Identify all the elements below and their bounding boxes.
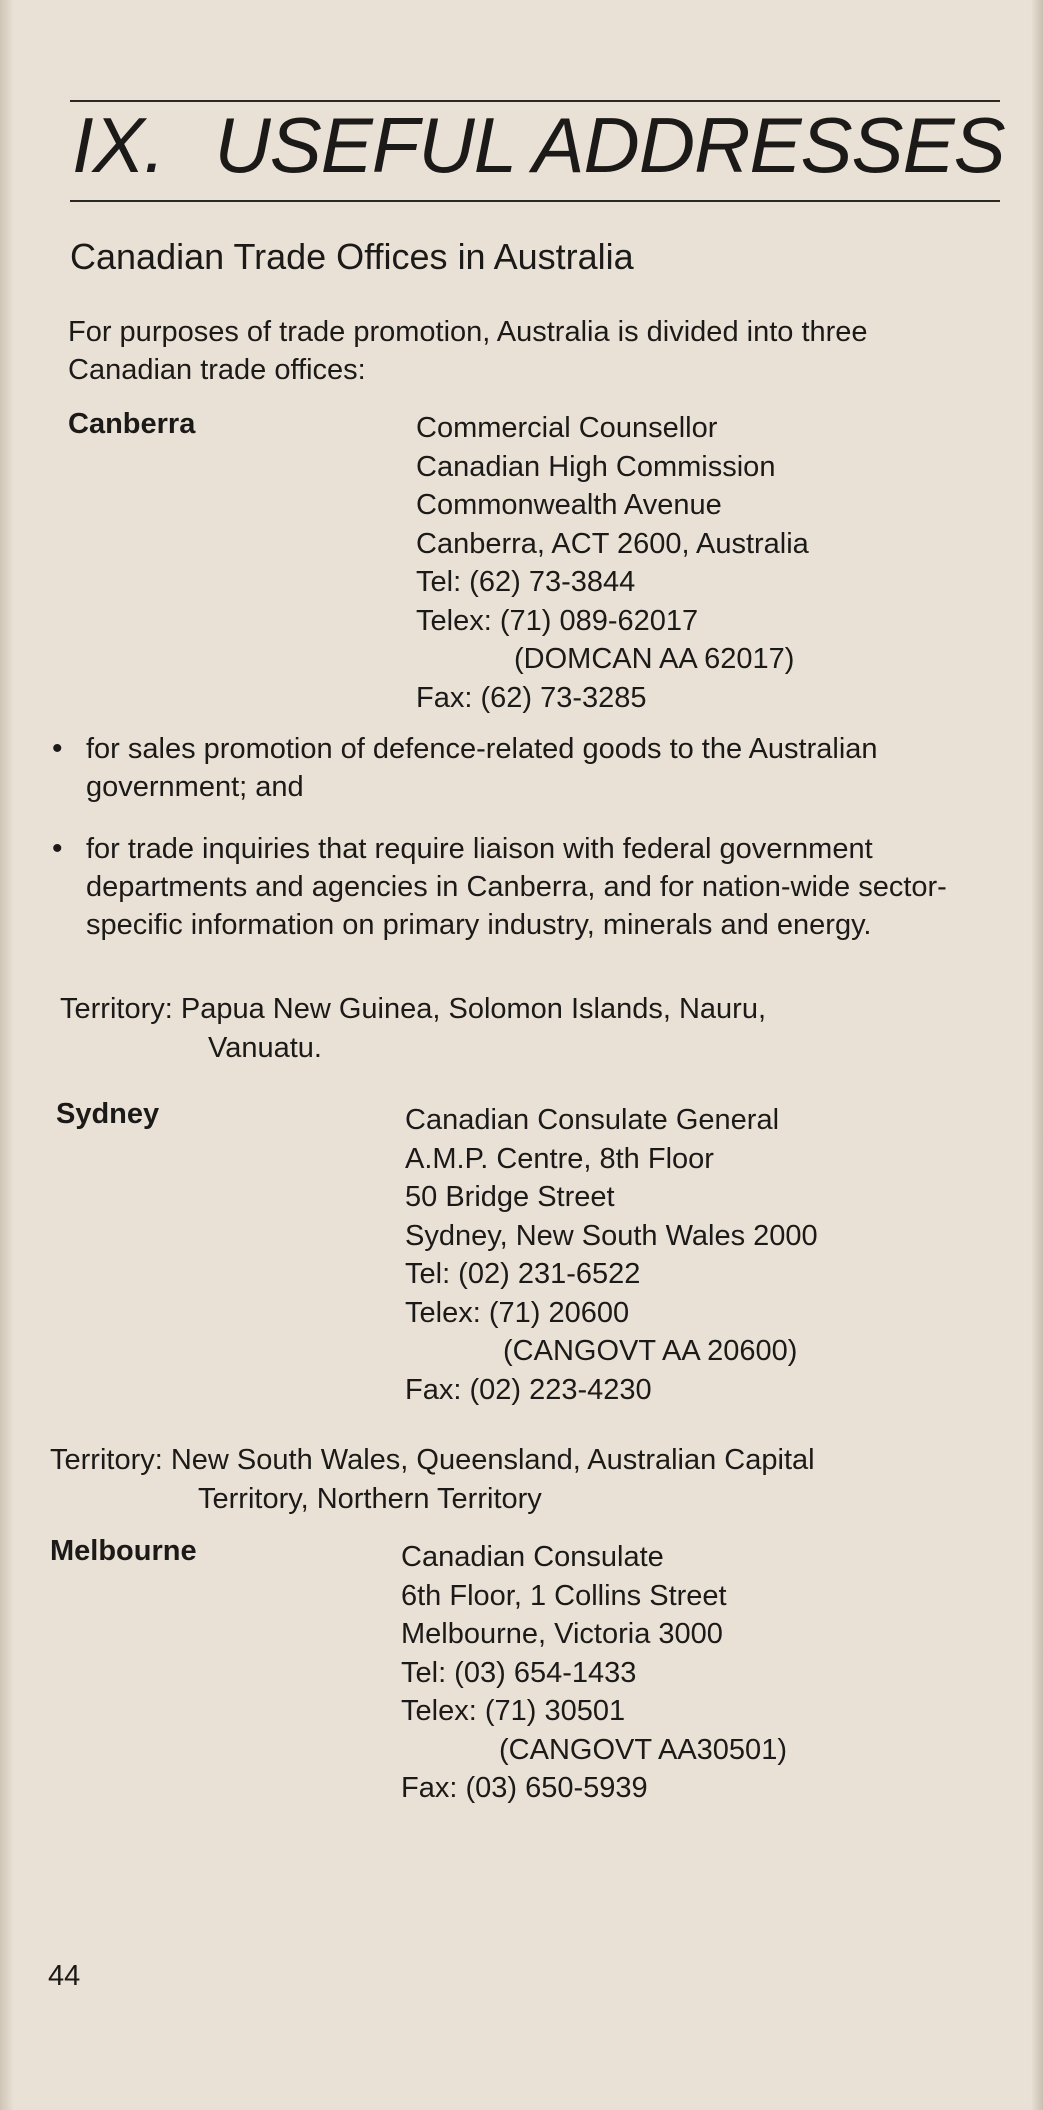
address-block-sydney	[405, 1101, 818, 1409]
telex-code-line: (DOMCAN AA 62017)	[514, 643, 795, 675]
chapter-number: IX.	[72, 101, 165, 189]
fax-line: Fax: (02) 223-4230	[405, 1373, 652, 1406]
territory-canberra	[60, 990, 766, 1068]
address-line: Commercial Counsellor	[416, 412, 718, 444]
fax-line: Fax: (62) 73-3285	[416, 681, 647, 714]
telex-line: Telex: (71) 20600	[405, 1296, 630, 1329]
chapter-title: USEFUL ADDRESSES	[214, 101, 1005, 189]
chapter-heading	[72, 101, 1005, 189]
header-rule-bottom	[70, 200, 1000, 202]
bullet-text: for trade inquiries that require liaison with federal government departments and agencies in Canberra, and for nation-wide sector-specific information on primary industry, minerals and energy.	[86, 833, 947, 941]
telex-line: Telex: (71) 30501	[401, 1695, 626, 1727]
territory-text-cont: Vanuatu.	[208, 1032, 322, 1064]
canberra-bullet-list	[52, 730, 992, 968]
page-edge-right	[1031, 0, 1043, 2110]
address-block-melbourne	[401, 1538, 787, 1808]
intro-paragraph: For purposes of trade promotion, Australia is divided into three Canadian trade offices:	[68, 316, 868, 386]
territory-text: New South Wales, Queensland, Australian Capital	[170, 1444, 815, 1476]
bullet-icon: •	[52, 732, 63, 765]
list-item	[52, 830, 992, 944]
telex-line: Telex: (71) 089-62017	[416, 604, 699, 637]
telex-code-line: (CANGOVT AA 20600)	[503, 1335, 798, 1367]
list-item	[52, 730, 992, 806]
phone-line: Tel: (02) 231-6522	[405, 1258, 641, 1290]
office-name-canberra: Canberra	[68, 408, 196, 440]
territory-sydney	[50, 1441, 815, 1519]
section-title: Canadian Trade Offices in Australia	[70, 236, 634, 277]
fax-line: Fax: (03) 650-5939	[401, 1772, 648, 1804]
address-line: 6th Floor, 1 Collins Street	[401, 1579, 727, 1612]
address-line: Canberra, ACT 2600, Australia	[416, 527, 809, 560]
address-line: Canadian Consulate	[401, 1541, 664, 1573]
bullet-text: for sales promotion of defence-related goods to the Australian government; and	[86, 733, 878, 803]
address-line: A.M.P. Centre, 8th Floor	[405, 1142, 714, 1175]
territory-text-cont: Territory, Northern Territory	[198, 1483, 542, 1515]
address-line: 50 Bridge Street	[405, 1181, 615, 1213]
address-block-canberra	[416, 409, 809, 717]
address-line: Melbourne, Victoria 3000	[401, 1618, 723, 1650]
phone-line: Tel: (03) 654-1433	[401, 1656, 637, 1689]
office-name-melbourne: Melbourne	[50, 1535, 197, 1567]
address-line: Canadian High Commission	[416, 450, 776, 483]
territory-label: Territory:	[60, 993, 173, 1025]
territory-text: Papua New Guinea, Solomon Islands, Nauru,	[180, 993, 767, 1025]
bullet-icon: •	[52, 832, 63, 865]
address-line: Commonwealth Avenue	[416, 489, 722, 521]
address-line: Sydney, New South Wales 2000	[405, 1219, 818, 1252]
page-edge-left	[0, 0, 14, 2110]
address-line: Canadian Consulate General	[405, 1104, 780, 1136]
telex-code-line: (CANGOVT AA30501)	[499, 1733, 787, 1766]
phone-line: Tel: (62) 73-3844	[416, 566, 636, 598]
office-name-sydney: Sydney	[56, 1098, 160, 1130]
territory-label: Territory:	[50, 1444, 163, 1476]
page-number: 44	[48, 1960, 81, 1992]
